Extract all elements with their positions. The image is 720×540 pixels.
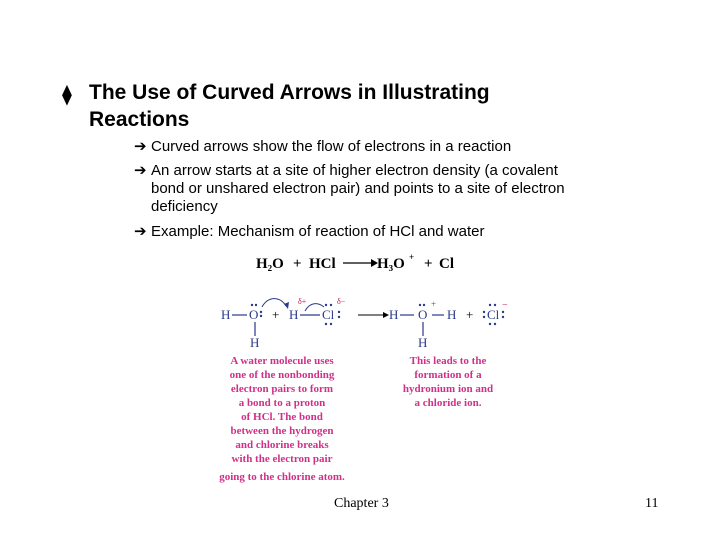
h3o-label: H₃O — [377, 256, 405, 272]
right-arrow-bullet-icon: ➔ — [134, 223, 147, 240]
page-number: 11 — [645, 496, 659, 511]
bottom-h-atom: H — [418, 335, 428, 350]
chlorine-atom: Cl — [322, 307, 335, 322]
chloride-atom: Cl — [487, 307, 500, 322]
svg-text:with the electron pair: with the electron pair — [231, 453, 333, 465]
caption-right — [403, 355, 493, 409]
svg-text:one of the nonbonding: one of the nonbonding — [229, 369, 335, 381]
svg-text:and chlorine breaks: and chlorine breaks — [235, 439, 329, 451]
oxygen-atom: O — [249, 307, 259, 322]
plus-sign: + — [466, 307, 474, 322]
left-h-atom: H — [389, 307, 399, 322]
oxygen-atom: O — [418, 307, 428, 322]
svg-text:a bond to a proton: a bond to a proton — [238, 397, 326, 409]
minus-charge: − — [502, 300, 508, 311]
bottom-h-atom: H — [250, 335, 260, 350]
delta-plus: δ+ — [298, 297, 307, 306]
svg-text:a chloride ion.: a chloride ion. — [414, 397, 482, 409]
sub-bullet-2: ➔ An arrow starts at a site of higher electron density (a covalent bond or unshared electron pair) and points to a site of electron deficiency — [134, 162, 565, 215]
svg-text:between the hydrogen: between the hydrogen — [230, 425, 334, 437]
heading-line-2: Reactions — [89, 108, 190, 131]
delta-minus: δ− — [337, 297, 346, 306]
right-arrow-bullet-icon: ➔ — [134, 162, 147, 179]
caption-left — [219, 355, 345, 483]
mechanism-left — [221, 297, 346, 350]
sub-bullet-1: ➔ Curved arrows show the flow of electrons in a reaction — [134, 138, 512, 155]
sub-bullet-3: ➔ Example: Mechanism of reaction of HCl and water — [134, 223, 485, 240]
svg-text:hydronium ion and: hydronium ion and — [402, 383, 494, 395]
plus-sign: + — [424, 256, 433, 272]
svg-text:formation of a: formation of a — [414, 369, 482, 381]
overall-equation — [256, 252, 454, 272]
hydrogen-atom: H — [289, 307, 299, 322]
plus-charge: + — [431, 299, 437, 309]
svg-text:of HCl. The bond: of HCl. The bond — [241, 411, 323, 423]
svg-text:electron pairs to form: electron pairs to form — [230, 383, 334, 395]
mechanism-right — [389, 299, 508, 350]
svg-text:A water molecule uses: A water molecule uses — [230, 355, 334, 367]
hcl-label: HCl — [309, 256, 336, 272]
svg-text:This leads to the: This leads to the — [409, 355, 487, 367]
diamond-bullet-icon: ⧫ — [62, 84, 72, 106]
h2o-label: H₂O — [256, 256, 284, 272]
heading-line-1: The Use of Curved Arrows in Illustrating — [89, 81, 490, 104]
plus-sign: + — [293, 256, 302, 272]
right-h-atom: H — [447, 307, 457, 322]
cl-label: Cl — [439, 256, 454, 272]
plus-charge: + — [409, 252, 415, 262]
plus-sign: + — [272, 307, 280, 322]
right-arrow-bullet-icon: ➔ — [134, 138, 147, 155]
curved-arrow-icon — [262, 299, 286, 307]
left-h-atom: H — [221, 307, 231, 322]
footer-chapter: Chapter 3 — [334, 496, 389, 511]
svg-text:going to the chlorine atom.: going to the chlorine atom. — [219, 471, 345, 483]
